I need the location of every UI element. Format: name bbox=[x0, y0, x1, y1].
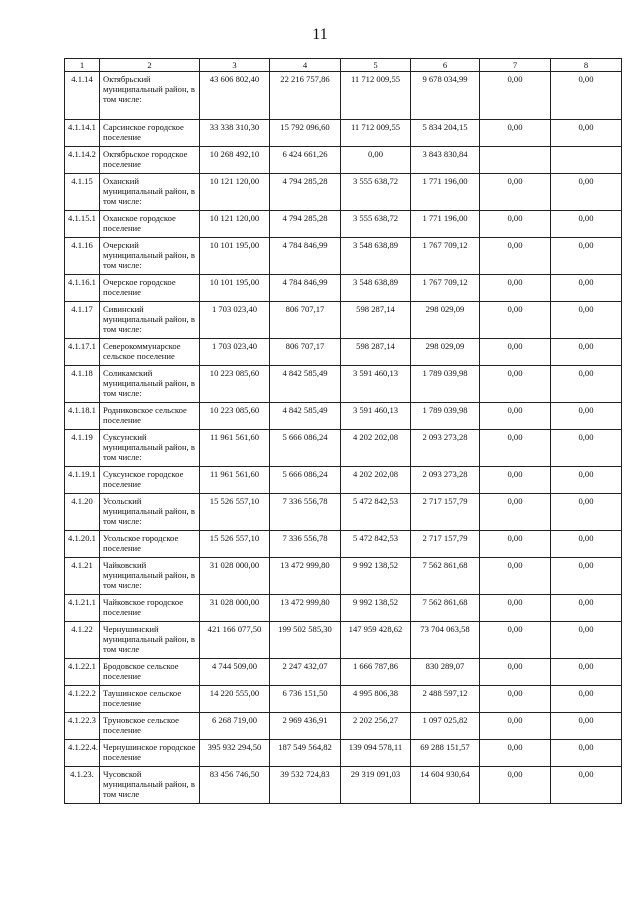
value-col-8: 0,00 bbox=[551, 72, 622, 120]
value-col-3: 14 220 555,00 bbox=[200, 686, 270, 713]
value-col-6: 298 029,09 bbox=[411, 302, 480, 339]
table-row bbox=[65, 713, 622, 740]
value-col-3: 421 166 077,50 bbox=[200, 622, 270, 659]
value-col-7: 0,00 bbox=[480, 275, 551, 302]
row-number: 4.1.18 bbox=[65, 366, 100, 403]
row-name: Чусовской муниципальный район, в том числе bbox=[100, 767, 200, 804]
table-row bbox=[65, 558, 622, 595]
row-number: 4.1.20.1 bbox=[65, 531, 100, 558]
value-col-5: 1 666 787,86 bbox=[341, 659, 411, 686]
table-row bbox=[65, 174, 622, 211]
value-col-7: 0,00 bbox=[480, 467, 551, 494]
value-col-7: 0,00 bbox=[480, 713, 551, 740]
table-row bbox=[65, 595, 622, 622]
row-number: 4.1.21.1 bbox=[65, 595, 100, 622]
row-number: 4.1.15 bbox=[65, 174, 100, 211]
row-name: Сарсинское городское поселение bbox=[100, 120, 200, 147]
table-row bbox=[65, 467, 622, 494]
row-name: Родниковское сельское поселение bbox=[100, 403, 200, 430]
value-col-3: 83 456 746,50 bbox=[200, 767, 270, 804]
page-number: 11 bbox=[312, 26, 328, 43]
value-col-7: 0,00 bbox=[480, 531, 551, 558]
row-name: Таушинское сельское поселение bbox=[100, 686, 200, 713]
value-col-3: 10 223 085,60 bbox=[200, 403, 270, 430]
value-col-5: 3 555 638,72 bbox=[341, 174, 411, 211]
value-col-8: 0,00 bbox=[551, 403, 622, 430]
value-col-8: 0,00 bbox=[551, 430, 622, 467]
row-name: Очерское городское поселение bbox=[100, 275, 200, 302]
value-col-8: 0,00 bbox=[551, 366, 622, 403]
value-col-3: 10 121 120,00 bbox=[200, 174, 270, 211]
value-col-6: 2 717 157,79 bbox=[411, 531, 480, 558]
value-col-4: 4 784 846,99 bbox=[270, 238, 341, 275]
value-col-6: 7 562 861,68 bbox=[411, 595, 480, 622]
row-name: Суксунский муниципальный район, в том числе: bbox=[100, 430, 200, 467]
value-col-4: 806 707,17 bbox=[270, 302, 341, 339]
value-col-5: 11 712 009,55 bbox=[341, 72, 411, 120]
value-col-8 bbox=[551, 147, 622, 174]
table-body bbox=[65, 72, 622, 804]
row-name: Оханский муниципальный район, в том числе: bbox=[100, 174, 200, 211]
table-row bbox=[65, 366, 622, 403]
value-col-3: 395 932 294,50 bbox=[200, 740, 270, 767]
value-col-4: 15 792 096,60 bbox=[270, 120, 341, 147]
value-col-7: 0,00 bbox=[480, 211, 551, 238]
value-col-3: 10 121 120,00 bbox=[200, 211, 270, 238]
row-name: Очерский муниципальный район, в том числе: bbox=[100, 238, 200, 275]
row-name: Усольский муниципальный район, в том числе: bbox=[100, 494, 200, 531]
value-col-6: 7 562 861,68 bbox=[411, 558, 480, 595]
table-row bbox=[65, 339, 622, 366]
value-col-4: 39 532 724,83 bbox=[270, 767, 341, 804]
value-col-4: 13 472 999,80 bbox=[270, 595, 341, 622]
value-col-6: 1 767 709,12 bbox=[411, 238, 480, 275]
value-col-5: 3 591 460,13 bbox=[341, 366, 411, 403]
value-col-8: 0,00 bbox=[551, 713, 622, 740]
value-col-3: 11 961 561,60 bbox=[200, 467, 270, 494]
row-number: 4.1.22 bbox=[65, 622, 100, 659]
row-number: 4.1.17.1 bbox=[65, 339, 100, 366]
row-name: Чернушинское городское поселение bbox=[100, 740, 200, 767]
column-header-5: 5 bbox=[341, 59, 411, 72]
row-name: Бродовское сельское поселение bbox=[100, 659, 200, 686]
row-name: Северокоммунарское сельское поселение bbox=[100, 339, 200, 366]
row-name: Суксунское городское поселение bbox=[100, 467, 200, 494]
value-col-5: 4 202 202,08 bbox=[341, 467, 411, 494]
value-col-3: 10 223 085,60 bbox=[200, 366, 270, 403]
value-col-5: 4 995 806,38 bbox=[341, 686, 411, 713]
value-col-5: 29 319 091,03 bbox=[341, 767, 411, 804]
value-col-6: 830 289,07 bbox=[411, 659, 480, 686]
table-row bbox=[65, 767, 622, 804]
row-number: 4.1.14.2 bbox=[65, 147, 100, 174]
column-header-2: 2 bbox=[100, 59, 200, 72]
row-number: 4.1.19 bbox=[65, 430, 100, 467]
row-name: Чайковское городское поселение bbox=[100, 595, 200, 622]
value-col-7: 0,00 bbox=[480, 238, 551, 275]
value-col-5: 147 959 428,62 bbox=[341, 622, 411, 659]
value-col-6: 1 789 039,98 bbox=[411, 366, 480, 403]
value-col-3: 10 101 195,00 bbox=[200, 238, 270, 275]
value-col-7: 0,00 bbox=[480, 430, 551, 467]
table-row bbox=[65, 72, 622, 120]
row-number: 4.1.20 bbox=[65, 494, 100, 531]
value-col-8: 0,00 bbox=[551, 339, 622, 366]
row-number: 4.1.16.1 bbox=[65, 275, 100, 302]
row-number: 4.1.21 bbox=[65, 558, 100, 595]
value-col-7: 0,00 bbox=[480, 403, 551, 430]
row-name: Усольское городское поселение bbox=[100, 531, 200, 558]
value-col-8: 0,00 bbox=[551, 767, 622, 804]
row-number: 4.1.14 bbox=[65, 72, 100, 120]
value-col-3: 31 028 000,00 bbox=[200, 595, 270, 622]
value-col-3: 1 703 023,40 bbox=[200, 339, 270, 366]
row-name: Чернушинский муниципальный район, в том числе bbox=[100, 622, 200, 659]
table-row bbox=[65, 686, 622, 713]
value-col-8: 0,00 bbox=[551, 595, 622, 622]
table-row bbox=[65, 494, 622, 531]
row-name: Октябрьское городское поселение bbox=[100, 147, 200, 174]
value-col-5: 4 202 202,08 bbox=[341, 430, 411, 467]
table-row bbox=[65, 740, 622, 767]
value-col-8: 0,00 bbox=[551, 531, 622, 558]
value-col-8: 0,00 bbox=[551, 659, 622, 686]
value-col-4: 806 707,17 bbox=[270, 339, 341, 366]
value-col-8: 0,00 bbox=[551, 494, 622, 531]
value-col-4: 6 736 151,50 bbox=[270, 686, 341, 713]
value-col-7: 0,00 bbox=[480, 72, 551, 120]
value-col-3: 33 338 310,30 bbox=[200, 120, 270, 147]
value-col-8: 0,00 bbox=[551, 558, 622, 595]
row-number: 4.1.23. bbox=[65, 767, 100, 804]
table-row bbox=[65, 531, 622, 558]
value-col-7: 0,00 bbox=[480, 302, 551, 339]
value-col-6: 69 288 151,57 bbox=[411, 740, 480, 767]
value-col-5: 3 555 638,72 bbox=[341, 211, 411, 238]
row-name: Труновское сельское поселение bbox=[100, 713, 200, 740]
row-number: 4.1.15.1 bbox=[65, 211, 100, 238]
value-col-7: 0,00 bbox=[480, 659, 551, 686]
row-number: 4.1.17 bbox=[65, 302, 100, 339]
value-col-8: 0,00 bbox=[551, 622, 622, 659]
value-col-8: 0,00 bbox=[551, 275, 622, 302]
value-col-8: 0,00 bbox=[551, 211, 622, 238]
value-col-6: 2 488 597,12 bbox=[411, 686, 480, 713]
row-number: 4.1.22.1 bbox=[65, 659, 100, 686]
value-col-4: 7 336 556,78 bbox=[270, 531, 341, 558]
data-table bbox=[64, 58, 622, 804]
value-col-6: 2 717 157,79 bbox=[411, 494, 480, 531]
table-row bbox=[65, 147, 622, 174]
column-header-8: 8 bbox=[551, 59, 622, 72]
value-col-4: 22 216 757,86 bbox=[270, 72, 341, 120]
value-col-4: 2 969 436,91 bbox=[270, 713, 341, 740]
value-col-4: 4 784 846,99 bbox=[270, 275, 341, 302]
table-row bbox=[65, 238, 622, 275]
value-col-3: 6 268 719,00 bbox=[200, 713, 270, 740]
value-col-5: 5 472 842,53 bbox=[341, 494, 411, 531]
row-name: Чайковский муниципальный район, в том числе: bbox=[100, 558, 200, 595]
value-col-7: 0,00 bbox=[480, 339, 551, 366]
value-col-3: 43 606 802,40 bbox=[200, 72, 270, 120]
table-row bbox=[65, 622, 622, 659]
value-col-4: 199 502 585,30 bbox=[270, 622, 341, 659]
value-col-3: 4 744 509,00 bbox=[200, 659, 270, 686]
value-col-6: 1 767 709,12 bbox=[411, 275, 480, 302]
value-col-8: 0,00 bbox=[551, 686, 622, 713]
value-col-3: 15 526 557,10 bbox=[200, 494, 270, 531]
column-header-6: 6 bbox=[411, 59, 480, 72]
table-row bbox=[65, 120, 622, 147]
value-col-8: 0,00 bbox=[551, 120, 622, 147]
value-col-5: 139 094 578,11 bbox=[341, 740, 411, 767]
value-col-3: 10 101 195,00 bbox=[200, 275, 270, 302]
value-col-8: 0,00 bbox=[551, 740, 622, 767]
value-col-7: 0,00 bbox=[480, 366, 551, 403]
value-col-4: 4 794 285,28 bbox=[270, 211, 341, 238]
value-col-5: 5 472 842,53 bbox=[341, 531, 411, 558]
value-col-5: 2 202 256,27 bbox=[341, 713, 411, 740]
value-col-6: 1 097 025,82 bbox=[411, 713, 480, 740]
value-col-3: 11 961 561,60 bbox=[200, 430, 270, 467]
row-name: Октябрьский муниципальный район, в том числе: bbox=[100, 72, 200, 120]
value-col-4: 2 247 432,07 bbox=[270, 659, 341, 686]
value-col-5: 9 992 138,52 bbox=[341, 595, 411, 622]
column-header-1: 1 bbox=[65, 59, 100, 72]
value-col-4: 4 842 585,49 bbox=[270, 366, 341, 403]
value-col-3: 15 526 557,10 bbox=[200, 531, 270, 558]
value-col-6: 1 789 039,98 bbox=[411, 403, 480, 430]
header-row bbox=[65, 59, 622, 72]
value-col-7: 0,00 bbox=[480, 595, 551, 622]
table-row bbox=[65, 275, 622, 302]
column-header-4: 4 bbox=[270, 59, 341, 72]
row-number: 4.1.19.1 bbox=[65, 467, 100, 494]
value-col-4: 187 549 564,82 bbox=[270, 740, 341, 767]
row-number: 4.1.22.3 bbox=[65, 713, 100, 740]
value-col-7: 0,00 bbox=[480, 558, 551, 595]
value-col-6: 1 771 196,00 bbox=[411, 174, 480, 211]
table-row bbox=[65, 430, 622, 467]
value-col-8: 0,00 bbox=[551, 238, 622, 275]
value-col-4: 6 424 661,26 bbox=[270, 147, 341, 174]
value-col-4: 4 794 285,28 bbox=[270, 174, 341, 211]
value-col-7: 0,00 bbox=[480, 174, 551, 211]
row-number: 4.1.16 bbox=[65, 238, 100, 275]
value-col-6: 2 093 273,28 bbox=[411, 467, 480, 494]
value-col-5: 3 591 460,13 bbox=[341, 403, 411, 430]
value-col-7: 0,00 bbox=[480, 622, 551, 659]
value-col-8: 0,00 bbox=[551, 302, 622, 339]
table-row bbox=[65, 659, 622, 686]
value-col-7: 0,00 bbox=[480, 740, 551, 767]
value-col-7: 0,00 bbox=[480, 120, 551, 147]
value-col-6: 9 678 034,99 bbox=[411, 72, 480, 120]
row-number: 4.1.18.1 bbox=[65, 403, 100, 430]
table-row bbox=[65, 403, 622, 430]
value-col-4: 4 842 585,49 bbox=[270, 403, 341, 430]
value-col-3: 31 028 000,00 bbox=[200, 558, 270, 595]
column-header-7: 7 bbox=[480, 59, 551, 72]
table-row bbox=[65, 211, 622, 238]
value-col-6: 298 029,09 bbox=[411, 339, 480, 366]
value-col-6: 5 834 204,15 bbox=[411, 120, 480, 147]
column-header-3: 3 bbox=[200, 59, 270, 72]
row-number: 4.1.22.4. bbox=[65, 740, 100, 767]
value-col-7: 0,00 bbox=[480, 686, 551, 713]
value-col-4: 5 666 086,24 bbox=[270, 467, 341, 494]
value-col-5: 598 287,14 bbox=[341, 302, 411, 339]
value-col-6: 14 604 930,64 bbox=[411, 767, 480, 804]
row-name: Сивинский муниципальный район, в том числе: bbox=[100, 302, 200, 339]
value-col-4: 5 666 086,24 bbox=[270, 430, 341, 467]
value-col-4: 7 336 556,78 bbox=[270, 494, 341, 531]
row-number: 4.1.14.1 bbox=[65, 120, 100, 147]
value-col-5: 0,00 bbox=[341, 147, 411, 174]
value-col-4: 13 472 999,80 bbox=[270, 558, 341, 595]
row-name: Соликамский муниципальный район, в том числе: bbox=[100, 366, 200, 403]
value-col-8: 0,00 bbox=[551, 467, 622, 494]
value-col-7 bbox=[480, 147, 551, 174]
row-name: Оханское городское поселение bbox=[100, 211, 200, 238]
value-col-7: 0,00 bbox=[480, 767, 551, 804]
value-col-6: 2 093 273,28 bbox=[411, 430, 480, 467]
value-col-8: 0,00 bbox=[551, 174, 622, 211]
value-col-5: 9 992 138,52 bbox=[341, 558, 411, 595]
value-col-5: 11 712 009,55 bbox=[341, 120, 411, 147]
value-col-3: 1 703 023,40 bbox=[200, 302, 270, 339]
value-col-6: 1 771 196,00 bbox=[411, 211, 480, 238]
table-row bbox=[65, 302, 622, 339]
value-col-7: 0,00 bbox=[480, 494, 551, 531]
row-number: 4.1.22.2 bbox=[65, 686, 100, 713]
value-col-5: 3 548 638,89 bbox=[341, 238, 411, 275]
value-col-6: 73 704 063,58 bbox=[411, 622, 480, 659]
value-col-5: 598 287,14 bbox=[341, 339, 411, 366]
value-col-3: 10 268 492,10 bbox=[200, 147, 270, 174]
value-col-6: 3 843 830,84 bbox=[411, 147, 480, 174]
value-col-5: 3 548 638,89 bbox=[341, 275, 411, 302]
